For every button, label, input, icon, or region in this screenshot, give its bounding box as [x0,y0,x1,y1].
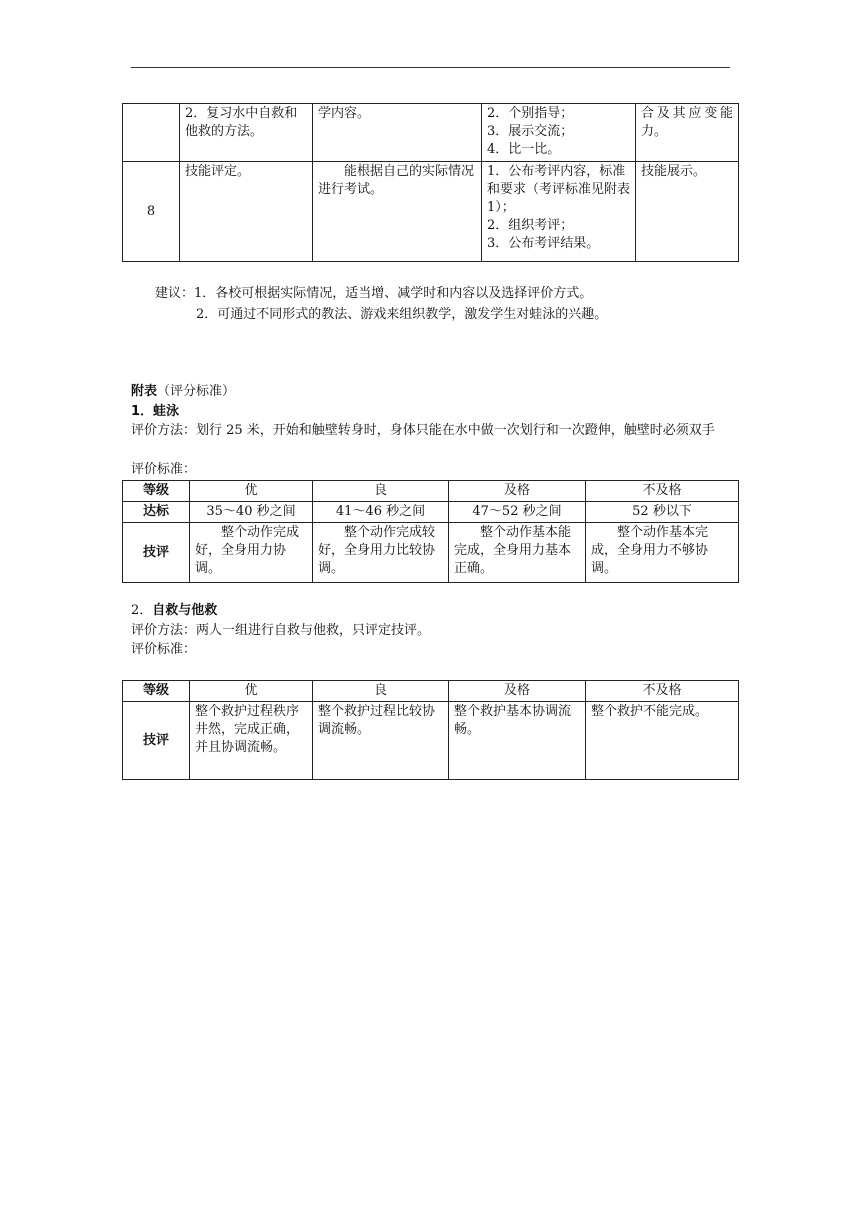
technique-cell: 整个动作基本能完成，全身用力基本正确。 [449,523,586,583]
grade-cell: 优 [190,681,313,702]
section2-number: 2． [131,603,153,618]
goal-cell: 学内容。 [313,104,482,162]
grade-cell: 及格 [449,481,586,502]
method-item: 1．公布考评内容，标准和要求（考评标准见附表 1）； [487,164,631,215]
time-cell: 35～40 秒之间 [190,502,313,523]
content-cell: 技能评定。 [180,162,313,262]
grade-header: 等级 [123,481,190,502]
suggestions [155,285,735,324]
goal-cell: 能根据自己的实际情况进行考试。 [313,162,482,262]
grade-cell: 及格 [449,681,586,702]
eval-cell: 技能展示。 [636,162,739,262]
method-item: 2．组织考评； [487,218,574,233]
table-row [123,523,739,583]
section1-standard-label: 评价标准： [131,462,197,477]
grade-cell: 良 [313,481,449,502]
technique-cell: 整个救护不能完成。 [586,702,739,780]
time-cell: 41～46 秒之间 [313,502,449,523]
swim-grading-table [122,480,739,583]
technique-cell: 整个救护过程秩序井然，完成正确，并且协调流畅。 [190,702,313,780]
technique-cell: 整个动作完成较好，全身用力比较协调。 [313,523,449,583]
appendix-title-rest: （评分标准） [157,384,236,399]
row-label: 技评 [123,523,190,583]
suggestion-item: 2．可通过不同形式的教法、游戏来组织教学，激发学生对蛙泳的兴趣。 [196,307,608,322]
table-header-row [123,481,739,502]
row-label: 达标 [123,502,190,523]
table-row [123,702,739,780]
eval-cell: 合及其应变能力。 [636,104,739,162]
table-row [123,502,739,523]
suggestion-item: 1．各校可根据实际情况，适当增、减学时和内容以及选择评价方式。 [194,286,593,301]
appendix-title [131,383,235,401]
technique-cell: 整个救护基本协调流畅。 [449,702,586,780]
method-item: 3．公布考评结果。 [487,236,600,251]
time-cell: 52 秒以下 [586,502,739,523]
section1-heading [131,403,179,421]
section1-number: 1． [131,404,154,419]
row-label: 技评 [123,702,190,780]
grade-header: 等级 [123,681,190,702]
methods-cell [482,162,636,262]
method-item: 4．比一比。 [487,142,561,157]
header-rule [131,67,730,68]
grade-cell: 不及格 [586,681,739,702]
method-item: 2．个别指导； [487,106,574,121]
grade-cell: 良 [313,681,449,702]
appendix-title-bold: 附表 [131,384,158,399]
section1-method: 评价方法：划行 25 米，开始和触壁转身时，身体只能在水中做一次划行和一次蹬伸，触壁时必须双手 [131,423,715,438]
grade-cell: 优 [190,481,313,502]
lesson-plan-table [122,103,739,262]
methods-cell [482,104,636,162]
section2-heading [131,602,217,620]
suggestions-label: 建议： [155,286,195,301]
section2-title: 自救与他救 [152,603,218,618]
technique-cell: 整个动作完成好，全身用力协调。 [190,523,313,583]
table-header-row [123,681,739,702]
lesson-number-cell [123,104,180,162]
section1-title: 蛙泳 [153,404,180,419]
table-row [123,162,739,262]
time-cell: 47～52 秒之间 [449,502,586,523]
content-cell: 2．复习水中自救和他救的方法。 [180,104,313,162]
table-row [123,104,739,162]
technique-cell: 整个救护过程比较协调流畅。 [313,702,449,780]
section2-method: 评价方法：两人一组进行自救与他救，只评定技评。 [131,623,431,638]
technique-cell: 整个动作基本完成，全身用力不够协调。 [586,523,739,583]
rescue-grading-table [122,680,739,780]
lesson-number-cell: 8 [123,162,180,262]
grade-cell: 不及格 [586,481,739,502]
section2-standard-label: 评价标准： [131,642,197,657]
method-item: 3．展示交流； [487,124,574,139]
